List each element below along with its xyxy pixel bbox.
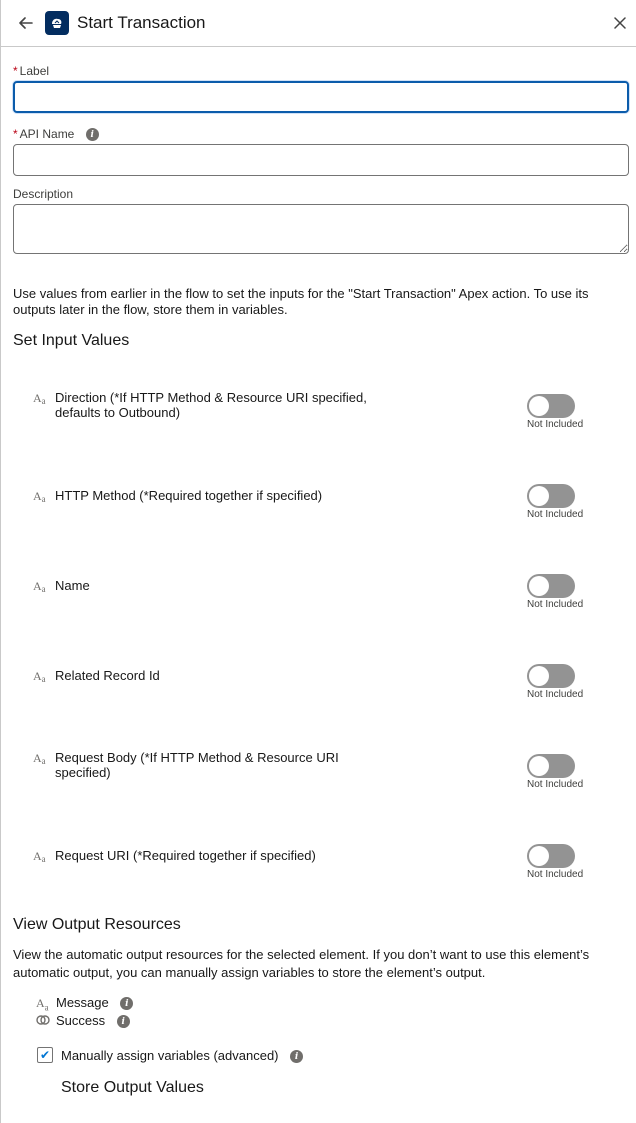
- required-marker: *: [13, 64, 18, 78]
- include-toggle[interactable]: [527, 394, 575, 418]
- manual-assign-label: [61, 1048, 303, 1063]
- boolean-type-icon: [36, 1014, 56, 1029]
- param-label: Related Record Id: [55, 668, 160, 683]
- include-toggle[interactable]: [527, 754, 575, 778]
- description-textarea[interactable]: [13, 204, 629, 254]
- back-arrow-icon[interactable]: [15, 12, 37, 34]
- info-icon[interactable]: i: [117, 1015, 130, 1028]
- param-label: Name: [55, 578, 90, 593]
- page-title: Start Transaction: [77, 13, 206, 32]
- param-label: HTTP Method (*Required together if specified): [55, 488, 323, 503]
- label-field-label: [13, 64, 49, 78]
- toggle-status: Not Included: [527, 599, 584, 610]
- text-type-icon: $A_a$: [36, 996, 49, 1013]
- description-field-label: Description: [13, 187, 74, 201]
- output-item-message: [36, 995, 133, 1012]
- text-type-icon: $A_a$: [33, 751, 46, 766]
- required-marker: *: [13, 127, 18, 141]
- manual-assign-checkbox[interactable]: ✔: [37, 1047, 53, 1063]
- text-type-icon: $A_a$: [33, 579, 46, 594]
- output-item-label: Message: [56, 995, 109, 1010]
- info-icon[interactable]: i: [120, 997, 133, 1010]
- output-description: View the automatic output resources for the selected element. If you don’t want to use this element’s automatic output, you can manually assign variables to store the element’s output.: [13, 947, 590, 980]
- text-type-icon: $A_a$: [33, 489, 46, 504]
- toggle-status: Not Included: [527, 869, 584, 880]
- text-type-icon: $A_a$: [33, 849, 46, 864]
- label-input[interactable]: [13, 81, 629, 113]
- api-name-field-text: API Name: [19, 127, 75, 141]
- api-name-field-label: [13, 127, 99, 141]
- panel-left-border: [0, 0, 1, 1123]
- toggle-status: Not Included: [527, 779, 584, 790]
- include-toggle[interactable]: [527, 484, 575, 508]
- set-input-values-heading: Set Input Values: [13, 332, 130, 349]
- view-output-resources-heading: View Output Resources: [13, 916, 181, 933]
- api-name-input[interactable]: [13, 144, 629, 176]
- toggle-status: Not Included: [527, 689, 584, 700]
- param-label: Direction (*If HTTP Method & Resource URI specified, defaults to Outbound): [55, 390, 367, 420]
- output-item-label: Success: [56, 1013, 106, 1028]
- label-field-text: Label: [19, 64, 50, 78]
- param-label: Request URI (*Required together if specified): [55, 848, 316, 863]
- include-toggle[interactable]: [527, 844, 575, 868]
- panel-header: [1, 0, 636, 47]
- param-label: Request Body (*If HTTP Method & Resource URI specified): [55, 750, 339, 780]
- toggle-status: Not Included: [527, 509, 584, 520]
- manual-assign-text: Manually assign variables (advanced): [61, 1048, 279, 1063]
- include-toggle[interactable]: [527, 574, 575, 598]
- text-type-icon: $A_a$: [33, 669, 46, 684]
- output-item-success: [36, 1013, 130, 1029]
- info-icon[interactable]: i: [290, 1050, 303, 1063]
- store-output-values-heading: Store Output Values: [61, 1079, 204, 1096]
- intro-text: Use values from earlier in the flow to set the inputs for the "Start Transaction" Apex action. To use its outputs later in the flow, store them in variables.: [13, 286, 589, 317]
- close-icon[interactable]: [610, 13, 630, 33]
- text-type-icon: $A_a$: [33, 391, 46, 406]
- apex-action-icon: [45, 11, 69, 35]
- toggle-status: Not Included: [527, 419, 584, 430]
- include-toggle[interactable]: [527, 664, 575, 688]
- info-icon[interactable]: i: [86, 128, 99, 141]
